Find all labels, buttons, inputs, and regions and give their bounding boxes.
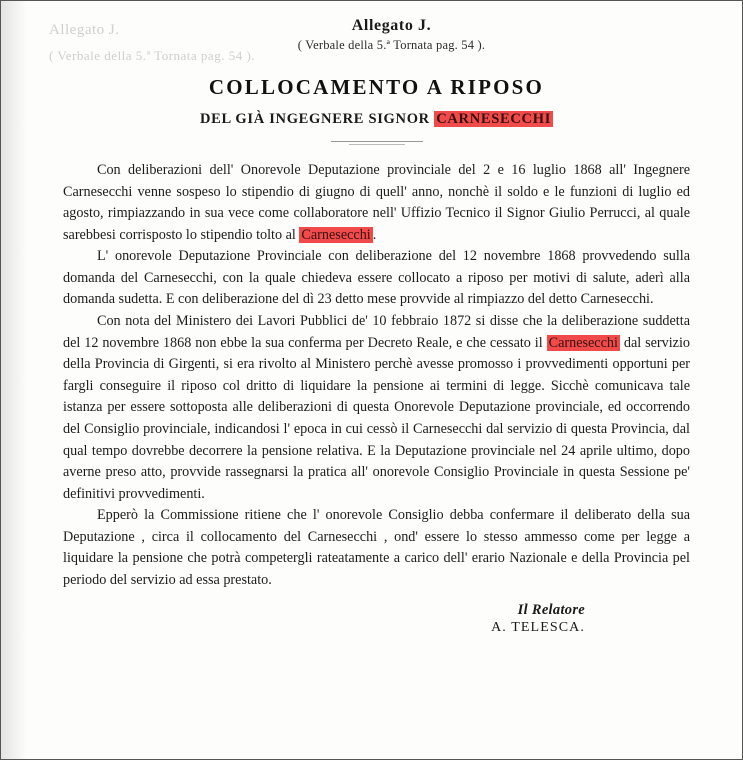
decorative-divider	[331, 137, 423, 146]
paragraph-text: L' onorevole Deputazione Provinciale con deliberazione del 12 novembre 1868 provvedendo sulla domanda del Carnesecchi, con la quale chiedeva essere collocato a riposo per motivi di salute, aderì alla domanda sudetta. E con deliberazione del dì 23 detto mese provvide al rimpiazzo del detto Carnesecchi.	[63, 248, 690, 308]
document-body	[63, 160, 690, 592]
signature-name: A. TELESCA.	[491, 619, 585, 635]
highlighted-name: Carnesecchi	[301, 226, 371, 243]
verbale-reference: ( Verbale della 5.ª Tornata pag. 54 ).	[297, 38, 486, 52]
body-paragraph	[63, 160, 690, 246]
ghost-line-2: ( Verbale della 5.ª Tornata pag. 54 ).	[49, 47, 256, 63]
body-paragraph	[63, 246, 690, 311]
highlighted-name-subtitle: CARNESECCHI	[436, 111, 552, 127]
signature-block	[63, 602, 690, 636]
paragraph-text: Con nota del Ministero dei Lavori Pubblici de' 10 febbraio 1872 si disse che la deliberazione suddetta del 12 novembre 1868 non ebbe la sua conferma per Decreto Reale, e che cessato il	[63, 313, 690, 351]
document-content	[1, 1, 742, 646]
body-paragraph	[63, 311, 690, 505]
paragraph-text: Con deliberazioni dell' Onorevole Deputazione provinciale del 2 e 16 luglio 1868 all' Ingegnere Carnesecchi venne sospeso lo stipendio di giugno di quell' anno, nonchè il soldo e le funzioni di luglio ed agosto, rimpiazzando in sua vece come collaboratore nell' Uffizio Tecnico il Signor Giulio Perrucci, al quale sarebbesi corrisposto lo stipendio tolto al	[63, 162, 690, 243]
body-paragraph	[63, 505, 690, 591]
highlighted-name: Carnesecchi	[548, 334, 618, 351]
subtitle-prefix: DEL GIÀ INGEGNERE SIGNOR	[199, 111, 435, 127]
paragraph-text: dal servizio della Provincia di Girgenti, si era rivolto al Ministero perchè avesse promosso i provvedimenti opportuni per fargli conseguire il riposo col dritto di liquidare la pensione ai termini di legge. Sicchè comunicava tale istanza per essere sottoposta alle deliberazioni di questa Onorevole Deputazione provinciale, ed occorrendo del Consiglio provinciale, indicandosi l' epoca in cui cessò il Carnesecchi dal servizio di questa Provincia, dal qual tempo dovrebbe decorrere la pensione relativa. E la Deputazione provinciale nel 24 aprile ultimo, dopo averne preso atto, provvide rassegnarsi la pratica all' onorevole Consiglio Provinciale in questa Sessione pe' definitivi provvedimenti.	[63, 334, 690, 502]
page-title: COLLOCAMENTO A RIPOSO	[208, 75, 545, 99]
paragraph-text: Epperò la Commissione ritiene che l' onorevole Consiglio debba confermare il deliberato della sua Deputazione , circa il collocamento del Carnesecchi , ond' essere lo stesso ammesso come per legge a liquidare la pensione che potrà competergli rateatamente a carico dell' erario Nazionale e della Provincia pel periodo del servizio ad essa prestato.	[63, 507, 690, 588]
page-subtitle	[63, 111, 690, 128]
allegato-heading: Allegato J.	[351, 17, 432, 34]
signature-role: Il Relatore	[517, 601, 585, 618]
ghost-line-1: Allegato J.	[49, 22, 120, 38]
paragraph-text: .	[372, 226, 377, 243]
